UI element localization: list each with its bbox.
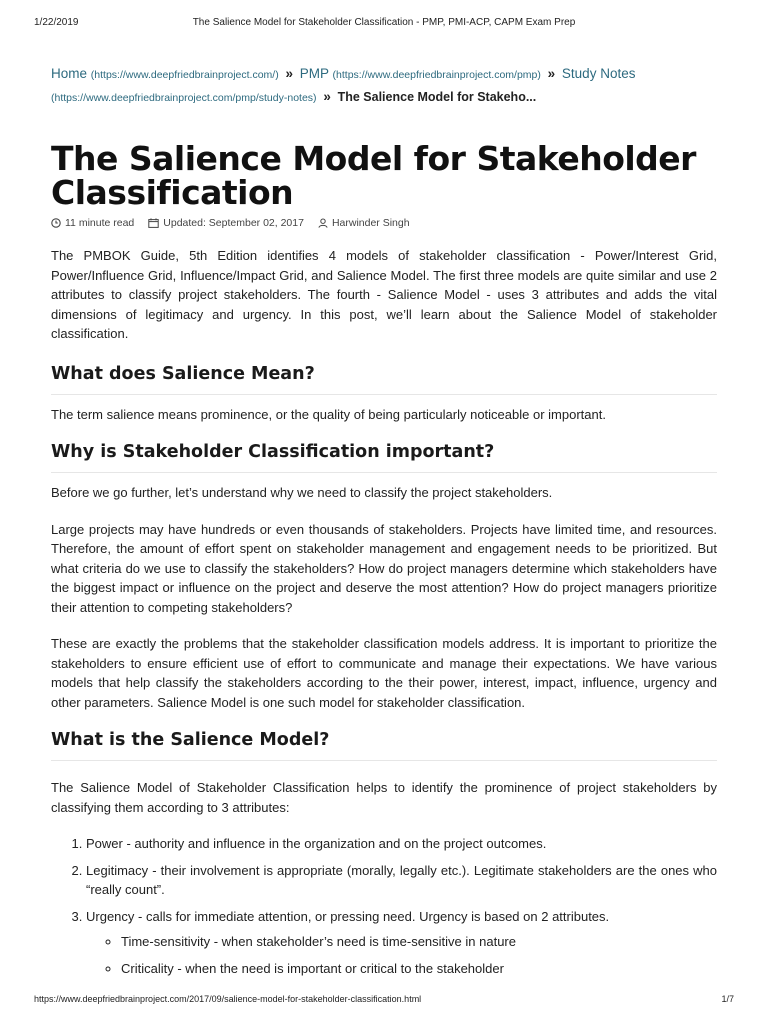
why-paragraph-1: Before we go further, let’s understand why we need to classify the project stakeholders. <box>51 485 553 500</box>
read-time <box>51 217 134 229</box>
list-item: ◦ Criticality - when the need is important or critical to the stakeholder <box>121 959 717 979</box>
print-page-title: The Salience Model for Stakeholder Classification - PMP, PMI-ACP, CAPM Exam Prep <box>192 17 576 28</box>
author <box>318 217 410 229</box>
list-item <box>86 907 717 979</box>
why-paragraph-3: These are exactly the problems that the stakeholder classification models address. It is important to prioritize the stakeholders to ensure efficient use of effort to communicate and manage their expectations. We have various models that help classify the stakeholders according to the their power, interest, impact, influence, urgency and other parameters. Salience Model is one such model for stakeholder classification. <box>51 636 717 710</box>
updated-date <box>148 217 304 229</box>
breadcrumb-pmp-link[interactable]: PMP <box>299 66 329 81</box>
heading-why-classification: Why is Stakeholder Classification important? <box>51 441 717 473</box>
urgency-sublist <box>86 932 717 978</box>
list-item: 1. Power - authority and influence in the organization and on the project outcomes. <box>86 834 717 854</box>
page-title: The Salience Model for Stakeholder Classification <box>51 139 696 212</box>
breadcrumb-study-notes-url: (https://www.deepfriedbrainproject.com/pmp/study-notes) <box>51 92 317 104</box>
heading-salience-meaning: What does Salience Mean? <box>51 363 717 395</box>
list-item-text: Urgency - calls for immediate attention, or pressing need. Urgency is based on 2 attributes. <box>86 908 610 924</box>
updated-date-text: Updated: September 02, 2017 <box>163 217 304 229</box>
breadcrumb-separator: » <box>323 89 331 104</box>
list-item: 2. Legitimacy - their involvement is appropriate (morally, legally etc.). Legitimate stakeholders are the ones who “really count”. <box>86 861 717 900</box>
breadcrumb <box>51 63 717 109</box>
post-meta <box>51 216 717 230</box>
breadcrumb-current: The Salience Model for Stakeho... <box>337 90 537 104</box>
breadcrumb-home-url: (https://www.deepfriedbrainproject.com/) <box>90 69 279 81</box>
print-header <box>0 17 768 31</box>
print-date: 1/22/2019 <box>34 17 79 28</box>
breadcrumb-separator: » <box>547 66 556 81</box>
heading-salience-model: What is the Salience Model? <box>51 729 717 761</box>
why-paragraph-2: Large projects may have hundreds or even thousands of stakeholders. Projects have limited time, and resources. Therefore, the amount of effort spent on stakeholder management and engagement needs to be prioritized. But what criteria do we use to classify the stakeholders? How do project managers determine which stakeholders have the biggest impact or influence on the project and deserve the most attention? How do project managers prioritize their attention to competing stakeholders? <box>51 521 717 615</box>
intro-paragraph: The PMBOK Guide, 5th Edition identifies 4 models of stakeholder classification - Power/Interest Grid, Power/Influence Grid, Influence/Impact Grid, and Salience Model. The first three models are quite similar and use 2 attributes to classify project stakeholders. The fourth - Salience Model - uses 3 attributes and adds the vital dimensions of legitimacy and urgency. In this post, we’ll learn about the Salience Model of stakeholder classification. <box>51 248 717 341</box>
print-footer <box>0 994 768 1008</box>
salience-definition-paragraph: The term salience means prominence, or the quality of being particularly noticeable or important. <box>51 406 606 422</box>
calendar-icon <box>148 218 159 228</box>
clock-icon <box>51 218 61 228</box>
user-icon <box>318 218 328 228</box>
breadcrumb-separator: » <box>285 66 293 81</box>
list-item: ◦ Time-sensitivity - when stakeholder’s need is time-sensitive in nature <box>121 932 717 952</box>
page-number: 1/7 <box>721 994 734 1004</box>
read-time-text: 11 minute read <box>65 217 135 229</box>
print-footer-url: https://www.deepfriedbrainproject.com/2017/09/salience-model-for-stakeholder-classification.html <box>34 994 422 1004</box>
author-name[interactable]: Harwinder Singh <box>331 217 410 229</box>
article-content <box>51 63 717 985</box>
breadcrumb-pmp-url: (https://www.deepfriedbrainproject.com/pmp) <box>332 69 541 81</box>
attributes-list <box>51 834 717 978</box>
breadcrumb-home-link[interactable]: Home <box>51 66 88 81</box>
model-paragraph: The Salience Model of Stakeholder Classification helps to identify the prominence of project stakeholders by classifying them according to 3 attributes: <box>51 780 717 815</box>
breadcrumb-study-notes-link[interactable]: Study Notes <box>561 66 636 81</box>
